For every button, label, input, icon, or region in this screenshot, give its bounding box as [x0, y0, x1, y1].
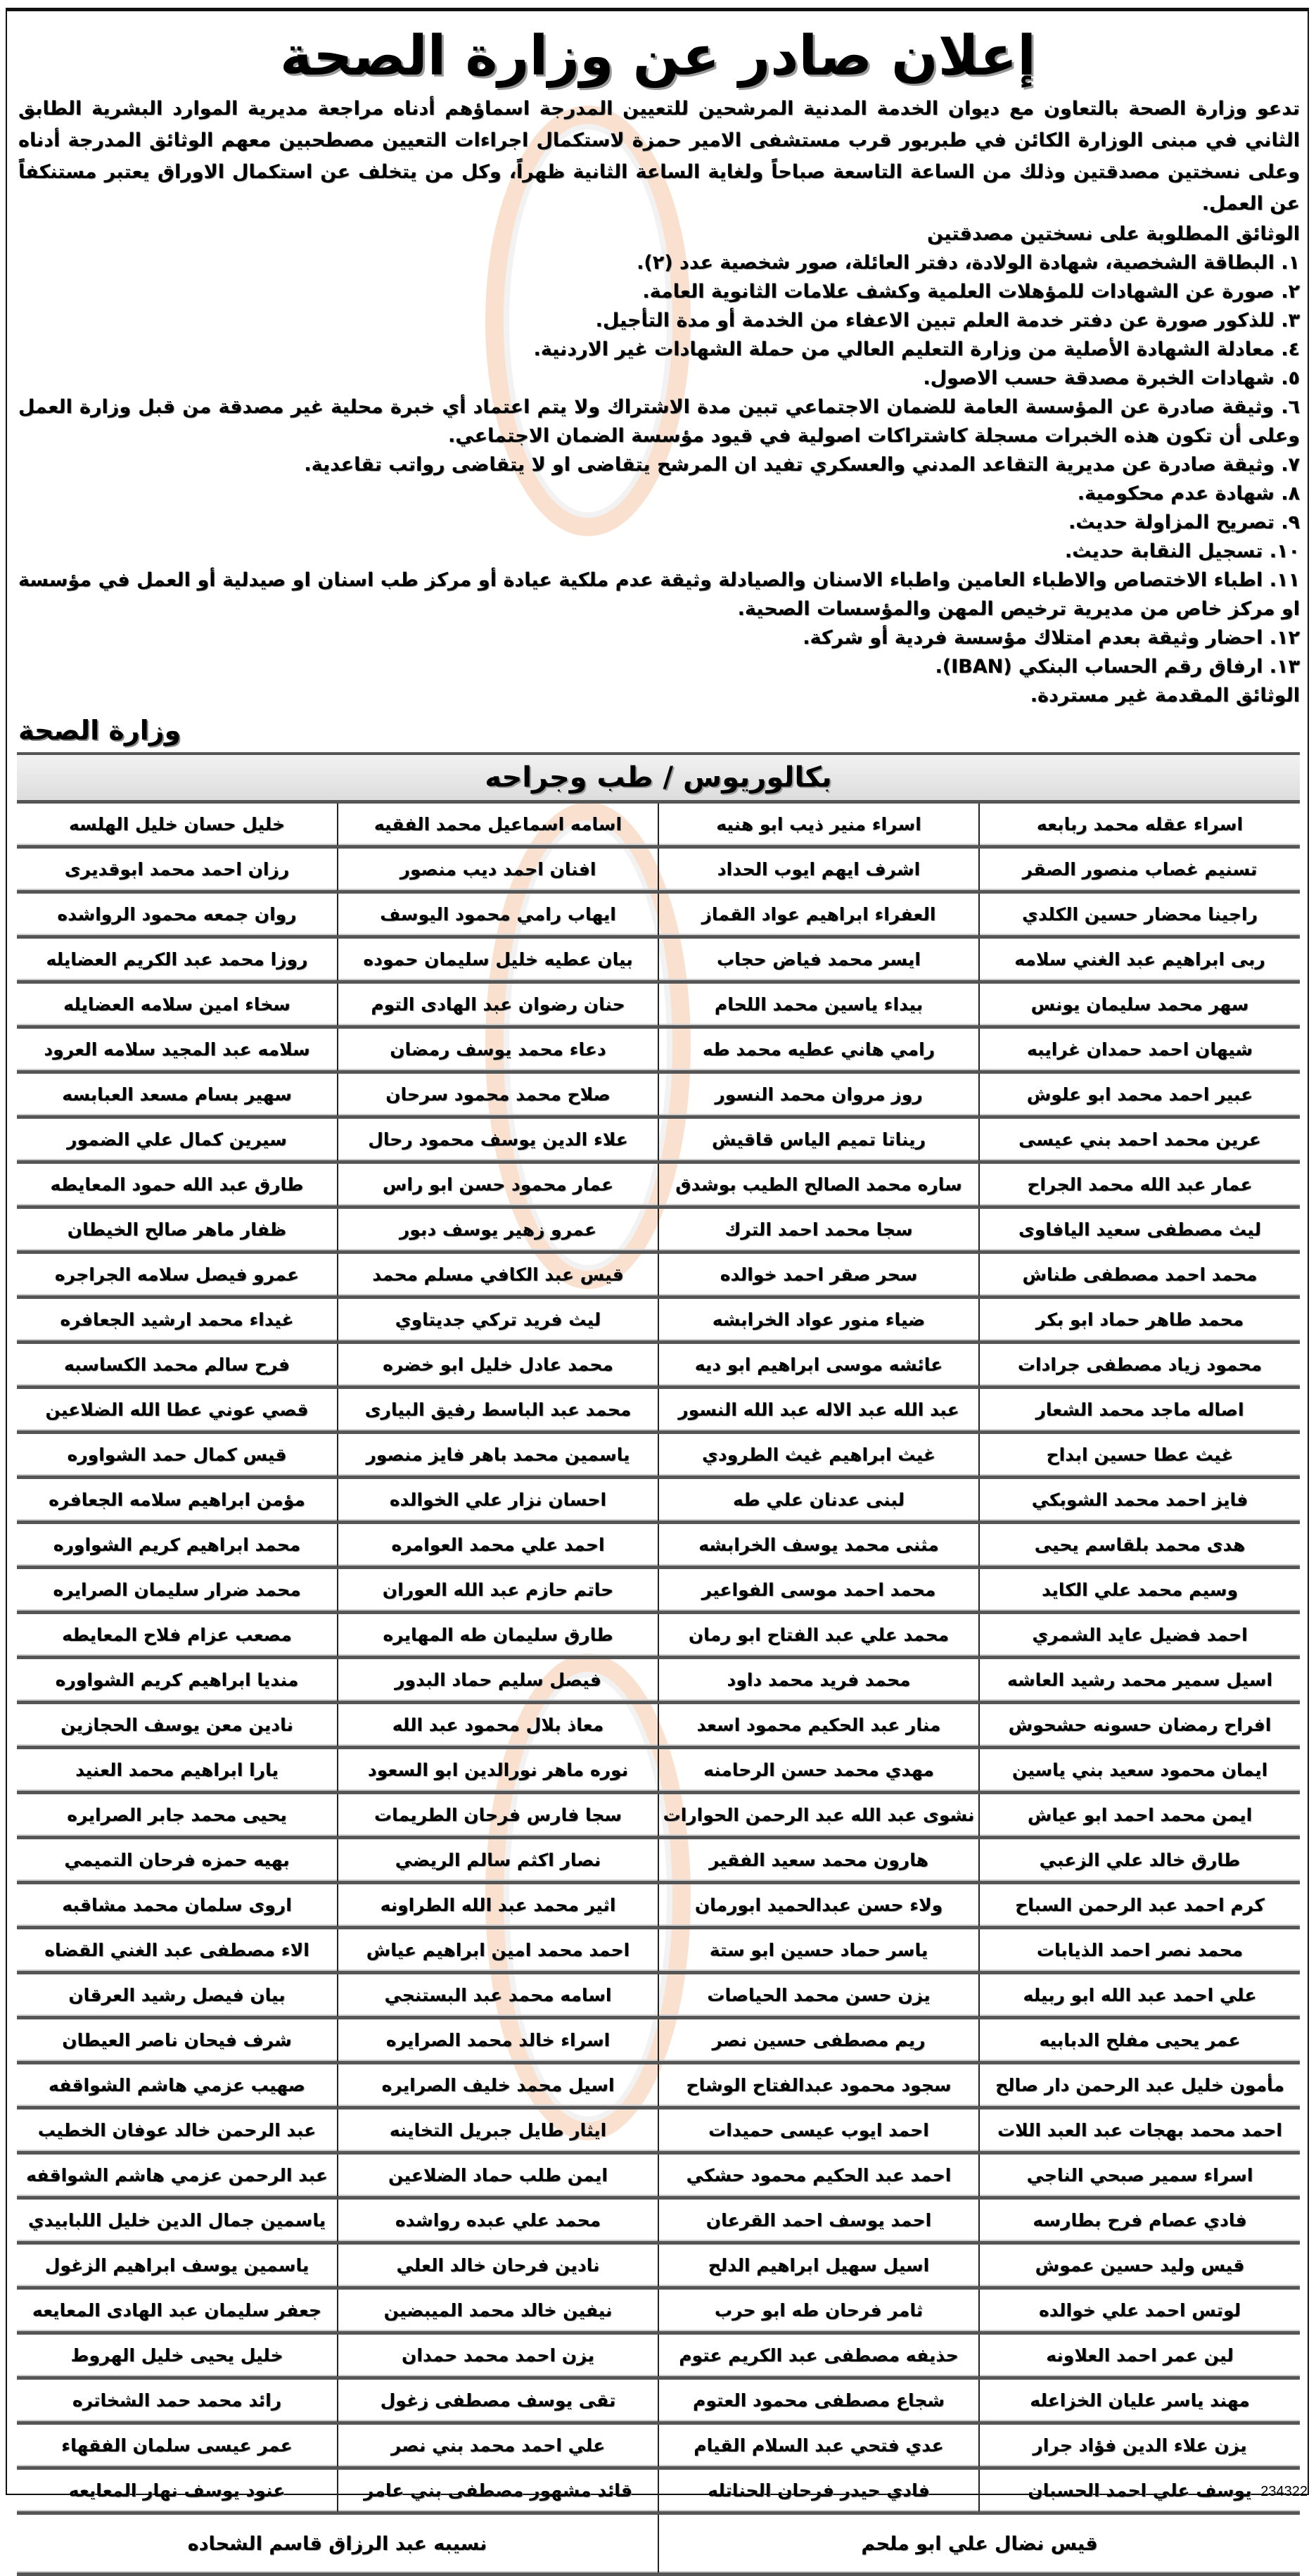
- candidate-name: سلامه عبد المجيد سلامه العرود: [17, 1027, 338, 1072]
- candidate-name: ايسر محمد فياض حجاب: [658, 937, 979, 982]
- candidate-name: منديا ابراهيم كريم الشواوره: [17, 1658, 338, 1703]
- candidate-name: اسيل محمد خليف الصرايره: [338, 2063, 658, 2108]
- candidate-name: علاء الدين يوسف محمود رحال: [338, 1117, 658, 1162]
- table-row: [17, 1343, 1300, 1388]
- table-row: [17, 2243, 1300, 2288]
- candidate-name: ايمن محمد احمد ابو عياش: [979, 1793, 1300, 1838]
- candidate-name: اسراء خالد محمد الصرايره: [338, 2018, 658, 2063]
- ad-code: 234322: [1260, 2484, 1308, 2499]
- candidate-name: غيداء محمد ارشيد الجعافره: [17, 1297, 338, 1343]
- candidate-name: قيس كمال حمد الشواوره: [17, 1433, 338, 1478]
- table-row: [17, 2108, 1300, 2153]
- candidate-name: بيداء ياسين محمد اللحام: [658, 982, 979, 1027]
- announcement-title: إعلان صادر عن وزارة الصحة: [280, 25, 1036, 88]
- candidate-name: ياسمين محمد باهر فايز منصور: [338, 1433, 658, 1478]
- document-item: ٧. وثيقة صادرة عن مديرية التقاعد المدني والعسكري تفيد ان المرشح يتقاضى او لا يتقاضى رواتب تقاعدية.: [304, 454, 1300, 476]
- candidate-name: رزان احمد محمد ابوقديرى: [17, 847, 338, 892]
- candidate-name: سجا محمد احمد الترك: [658, 1207, 979, 1252]
- candidate-name: قيس نضال علي ابو ملحم: [658, 2513, 1300, 2575]
- documents-list: [18, 220, 1300, 710]
- candidate-name: نوره ماهر نورالدين ابو السعود: [338, 1748, 658, 1793]
- document-item: ٣. للذكور صورة عن دفتر خدمة العلم تبين الاعفاء من الخدمة أو مدة التأجيل.: [595, 310, 1300, 331]
- document-item: ٢. صورة عن الشهادات للمؤهلات العلمية وكشف علامات الثانوية العامة.: [642, 281, 1300, 303]
- candidate-name: ياسر حماد حسين ابو ستة: [658, 1928, 979, 1973]
- candidate-name: بهيه حمزه فرحان التميمي: [17, 1838, 338, 1883]
- candidate-name: يزن حسن محمد الحياصات: [658, 1973, 979, 2018]
- table-row: [17, 2468, 1300, 2513]
- candidate-name: جعفر سليمان عبد الهادى المعايعه: [17, 2288, 338, 2333]
- candidate-name: ايمان محمود سعيد بني ياسين: [979, 1748, 1300, 1793]
- table-row: [17, 1568, 1300, 1613]
- candidate-name: اصاله ماجد محمد الشعار: [979, 1388, 1300, 1433]
- candidate-name: محمد احمد موسى الفواعير: [658, 1568, 979, 1613]
- candidates-table: [17, 752, 1300, 2576]
- candidate-name: ساره محمد الصالح الطيب بوشدق: [658, 1162, 979, 1207]
- candidate-name: عبد الله عبد الاله عبد الله النسور: [658, 1388, 979, 1433]
- candidate-name: ثامر فرحان طه ابو حرب: [658, 2288, 979, 2333]
- candidate-name: محمود زياد مصطفى جرادات: [979, 1343, 1300, 1388]
- candidate-name: روان جمعه محمود الرواشده: [17, 892, 338, 937]
- candidate-name: افراح رمضان حسونه حشحوش: [979, 1703, 1300, 1748]
- candidate-name: سجا فارس فرحان الطريمات: [338, 1793, 658, 1838]
- candidate-name: عمرو فيصل سلامه الجراجره: [17, 1252, 338, 1297]
- candidate-name: عمار محمود حسن ابو راس: [338, 1162, 658, 1207]
- candidate-name: نصار اكثم سالم الريضي: [338, 1838, 658, 1883]
- candidate-name: ياسمين يوسف ابراهيم الزغول: [17, 2243, 338, 2288]
- candidate-name: حنان رضوان عبد الهادى التوم: [338, 982, 658, 1027]
- candidate-name: عائشه موسى ابراهيم ابو ديه: [658, 1343, 979, 1388]
- table-row: [17, 1072, 1300, 1117]
- candidate-name: لبنى عدنان علي طه: [658, 1478, 979, 1523]
- document-item: ٦. وثيقة صادرة عن المؤسسة العامة للضمان الاجتماعي تبين مدة الاشتراك ولا يتم اعتماد أي خبرة محلية غير مصدقة من قبل وزارة العمل وعلى أن تكون هذه الخبرات مسجلة كاشتراكات اصولية في قيود مؤسسة الضمان الاجتماعي.: [18, 396, 1300, 447]
- candidate-name: مهدي محمد حسن الرحامنه: [658, 1748, 979, 1793]
- table-row: [17, 1433, 1300, 1478]
- candidate-name: نشوى عبد الله عبد الرحمن الحوارات: [658, 1793, 979, 1838]
- table-row: [17, 1027, 1300, 1072]
- candidate-name: اسيل سهيل ابراهيم الدلح: [658, 2243, 979, 2288]
- table-row: [17, 982, 1300, 1027]
- candidate-name: عبد الرحمن عزمي هاشم الشواقفه: [17, 2153, 338, 2198]
- candidate-name: مصعب عزام فلاح المعايطه: [17, 1613, 338, 1658]
- document-item: ١٢. احضار وثيقة بعدم امتلاك مؤسسة فردية أو شركة.: [803, 627, 1300, 649]
- table-header: بكالوريوس / طب وجراحه: [17, 754, 1300, 802]
- candidate-name: ياسمين جمال الدين خليل اللبابيدي: [17, 2198, 338, 2243]
- candidate-name: راجينا محضار حسين الكلدي: [979, 892, 1300, 937]
- table-row: [17, 2018, 1300, 2063]
- candidate-name: مأمون خليل عبد الرحمن دار صالح: [979, 2063, 1300, 2108]
- document-item: ٨. شهادة عدم محكومية.: [1077, 483, 1300, 505]
- table-row: [17, 1748, 1300, 1793]
- table-row: [17, 1297, 1300, 1343]
- table-row: [17, 1207, 1300, 1252]
- candidate-name: سهر محمد سليمان يونس: [979, 982, 1300, 1027]
- candidate-name: شجاع مصطفى محمود العتوم: [658, 2378, 979, 2423]
- candidate-name: ايمن طلب حماد الضلاعين: [338, 2153, 658, 2198]
- candidate-name: مثنى محمد يوسف الخرابشه: [658, 1523, 979, 1568]
- table-row: [17, 2063, 1300, 2108]
- candidate-name: بيان فيصل رشيد العرقان: [17, 1973, 338, 2018]
- candidate-name: صهيب عزمي هاشم الشواقفه: [17, 2063, 338, 2108]
- candidate-name: لين عمر احمد العلاونه: [979, 2333, 1300, 2378]
- document-item: ١٣. ارفاق رقم الحساب البنكي (IBAN).: [935, 656, 1300, 678]
- table-row: [17, 892, 1300, 937]
- candidate-name: احمد محمد امين ابراهيم عياش: [338, 1928, 658, 1973]
- candidate-name: احمد عبد الحكيم محمود حشكي: [658, 2153, 979, 2198]
- candidate-name: تقى يوسف مصطفى زغول: [338, 2378, 658, 2423]
- candidate-name: قصي عوني عطا الله الضلاعين: [17, 1388, 338, 1433]
- table-row: [17, 1478, 1300, 1523]
- table-row: [17, 2378, 1300, 2423]
- candidate-name: افنان احمد ديب منصور: [338, 847, 658, 892]
- documents-heading: الوثائق المطلوبة على نسختين مصدقتين: [926, 223, 1300, 245]
- candidate-name: سيرين كمال علي الضمور: [17, 1117, 338, 1162]
- candidate-name: خليل يحيى خليل الهروط: [17, 2333, 338, 2378]
- candidate-name: غيث عطا حسين ابداح: [979, 1433, 1300, 1478]
- table-row: [17, 1838, 1300, 1883]
- candidate-name: وسيم محمد علي الكايد: [979, 1568, 1300, 1613]
- candidate-name: عدي فتحي عبد السلام القيام: [658, 2423, 979, 2468]
- candidate-name: اروى سلمان محمد مشاقبه: [17, 1883, 338, 1928]
- table-row: [17, 1793, 1300, 1838]
- candidate-name: مهند ياسر عليان الخزاعله: [979, 2378, 1300, 2423]
- candidate-name: احمد يوسف احمد القرعان: [658, 2198, 979, 2243]
- document-item: ١٠. تسجيل النقابة حديث.: [1064, 540, 1300, 562]
- table-row: [17, 1117, 1300, 1162]
- table-row: [17, 1252, 1300, 1297]
- table-row: [17, 1973, 1300, 2018]
- candidate-name: خليل حسان خليل الهلسه: [17, 802, 338, 847]
- document-item: ٩. تصريح المزاولة حديث.: [1068, 512, 1300, 533]
- candidate-name: شيهان احمد حمدان غرايبه: [979, 1027, 1300, 1072]
- candidate-name: رائد محمد حمد الشخاتره: [17, 2378, 338, 2423]
- document-item: ١. البطاقة الشخصية، شهادة الولادة، دفتر العائلة، صور شخصية عدد (٢).: [637, 252, 1300, 274]
- candidate-name: ريم مصطفى حسين نصر: [658, 2018, 979, 2063]
- candidate-name: محمد ابراهيم كريم الشواوره: [17, 1523, 338, 1568]
- candidate-name: سهير بسام مسعد العبابسه: [17, 1072, 338, 1117]
- candidate-name: اسراء سمير صبحي الناجي: [979, 2153, 1300, 2198]
- document-item: ٤. معادلة الشهادة الأصلية من وزارة التعليم العالي من حملة الشهادات غير الاردنية.: [533, 338, 1300, 360]
- candidate-name: حاتم حازم عبد الله العوران: [338, 1568, 658, 1613]
- candidate-name: رامي هاني عطيه محمد طه: [658, 1027, 979, 1072]
- candidate-name: فادي عصام فرح بطارسه: [979, 2198, 1300, 2243]
- candidate-name: يوسف علي احمد الحسبان: [979, 2468, 1300, 2513]
- table-row: [17, 1703, 1300, 1748]
- candidate-name: عنود يوسف نهار المعايعه: [17, 2468, 338, 2513]
- table-row: [17, 1658, 1300, 1703]
- intro-text: تدعو وزارة الصحة بالتعاون مع ديوان الخدمة المدنية المرشحين للتعيين المدرجة اسماؤهم أدناه مراجعة مديرية الموارد البشرية الطابق الثاني في مبنى الوزارة الكائن في طبربور قرب مستشفى الامير حمزة لاستكمال اجراءات التعيين مصطحبين معهم الوثائق المدرجة أدناه وعلى نسختين مصدقتين وذلك من الساعة التاسعة صباحاً ولغاية الساعة الثانية ظهراً، وكل من يتخلف عن استكمال الاوراق يعتبر مستنكفاً عن العمل.: [18, 98, 1300, 215]
- table-row: [17, 1162, 1300, 1207]
- candidate-name: احسان نزار علي الخوالده: [338, 1478, 658, 1523]
- table-row: [17, 2288, 1300, 2333]
- candidate-name: روزا محمد عبد الكريم العضايله: [17, 937, 338, 982]
- candidate-name: الاء مصطفى عبد الغني القضاه: [17, 1928, 338, 1973]
- ministry-signature: وزارة الصحة: [18, 715, 181, 746]
- candidate-name: ريناتا تميم الياس قاقيش: [658, 1117, 979, 1162]
- table-row: [17, 802, 1300, 847]
- candidate-name: محمد نصر احمد الذيابات: [979, 1928, 1300, 1973]
- candidate-name: ايثار طايل جبريل التخاينه: [338, 2108, 658, 2153]
- candidate-name: محمد فريد محمد داود: [658, 1658, 979, 1703]
- candidate-name: اشرف ايهم ايوب الحداد: [658, 847, 979, 892]
- candidate-name: يزن احمد محمد حمدان: [338, 2333, 658, 2378]
- candidate-name: اسامه اسماعيل محمد الفقيه: [338, 802, 658, 847]
- candidate-name: نادين معن يوسف الحجازين: [17, 1703, 338, 1748]
- candidate-name: طارق سليمان طه المهايره: [338, 1613, 658, 1658]
- candidate-name: فادي حيدر فرحان الحناتله: [658, 2468, 979, 2513]
- candidate-name: بيان عطيه خليل سليمان حموده: [338, 937, 658, 982]
- candidate-name: اثير محمد عبد الله الطراونه: [338, 1883, 658, 1928]
- candidate-name: غيث ابراهيم غيث الطرودي: [658, 1433, 979, 1478]
- candidate-name: عمر عيسى سلمان الفقهاء: [17, 2423, 338, 2468]
- candidate-name: محمد علي عبده رواشده: [338, 2198, 658, 2243]
- candidate-name: عبد الرحمن خالد عوفان الخطيب: [17, 2108, 338, 2153]
- candidate-name: نسيبه عبد الرزاق قاسم الشحاده: [17, 2513, 658, 2575]
- ministry-signature-row: [18, 713, 1316, 748]
- candidate-name: فرح سالم محمد الكساسبه: [17, 1343, 338, 1388]
- candidate-name: علي احمد عبد الله ابو ربيله: [979, 1973, 1300, 2018]
- candidate-name: سخاء امين سلامه العضايله: [17, 982, 338, 1027]
- candidate-name: العفراء ابراهيم عواد القماز: [658, 892, 979, 937]
- table-row: [17, 2333, 1300, 2378]
- candidate-name: هدى محمد بلقاسم يحيى: [979, 1523, 1300, 1568]
- candidate-name: يزن علاء الدين فؤاد جرار: [979, 2423, 1300, 2468]
- candidate-name: طارق خالد علي الزعبي: [979, 1838, 1300, 1883]
- candidate-name: سجود محمود عبدالفتاح الوشاح: [658, 2063, 979, 2108]
- table-row: [17, 1928, 1300, 1973]
- candidate-name: ليث مصطفى سعيد اليافاوى: [979, 1207, 1300, 1252]
- candidate-name: حذيفه مصطفى عبد الكريم عتوم: [658, 2333, 979, 2378]
- candidate-name: كرم احمد عبد الرحمن السباح: [979, 1883, 1300, 1928]
- table-row: [17, 1883, 1300, 1928]
- candidate-name: احمد فضيل عايد الشمري: [979, 1613, 1300, 1658]
- candidate-name: محمد طاهر حماد ابو بكر: [979, 1297, 1300, 1343]
- candidate-name: احمد محمد بهجات عبد العبد اللات: [979, 2108, 1300, 2153]
- candidate-name: محمد عبد الباسط رفيق البيارى: [338, 1388, 658, 1433]
- table-row: [17, 2153, 1300, 2198]
- candidate-name: دعاء محمد يوسف رمضان: [338, 1027, 658, 1072]
- candidate-name: قيس وليد حسين عموش: [979, 2243, 1300, 2288]
- candidate-name: ربى ابراهيم عبد الغني سلامه: [979, 937, 1300, 982]
- table-row: [17, 847, 1300, 892]
- candidate-name: يارا ابراهيم محمد العنيد: [17, 1748, 338, 1793]
- table-row: [17, 937, 1300, 982]
- table-row: [17, 1523, 1300, 1568]
- candidate-name: اسيل سمير محمد رشيد العاشه: [979, 1658, 1300, 1703]
- document-item: الوثائق المقدمة غير مستردة.: [1030, 685, 1300, 706]
- table-row: [17, 2513, 1300, 2575]
- candidate-name: نيفين خالد محمد الميبضين: [338, 2288, 658, 2333]
- candidate-name: لوتس احمد علي خوالده: [979, 2288, 1300, 2333]
- candidate-name: فيصل سليم حماد البدور: [338, 1658, 658, 1703]
- table-row: [17, 2423, 1300, 2468]
- candidate-name: عمار عبد الله محمد الجراح: [979, 1162, 1300, 1207]
- table-row: [17, 2198, 1300, 2243]
- candidate-name: منار عبد الحكيم محمود اسعد: [658, 1703, 979, 1748]
- candidate-name: قائد مشهور مصطفى بني عامر: [338, 2468, 658, 2513]
- candidate-name: محمد علي عبد الفتاح ابو رمان: [658, 1613, 979, 1658]
- candidate-name: شرف فيحان ناصر العيطان: [17, 2018, 338, 2063]
- candidate-name: نادين فرحان خالد العلي: [338, 2243, 658, 2288]
- intro-paragraph: [18, 93, 1300, 220]
- candidate-name: ضياء منور عواد الخرابشه: [658, 1297, 979, 1343]
- candidate-name: اسراء منير ذيب ابو هنيه: [658, 802, 979, 847]
- candidate-name: ظفار ماهر صالح الخيطان: [17, 1207, 338, 1252]
- candidate-name: اسامه محمد عبد البستنجي: [338, 1973, 658, 2018]
- candidate-name: فايز احمد محمد الشوبكي: [979, 1478, 1300, 1523]
- candidate-name: تسنيم غصاب منصور الصقر: [979, 847, 1300, 892]
- table-row: [17, 1613, 1300, 1658]
- candidate-name: اسراء عقله محمد ربابعه: [979, 802, 1300, 847]
- candidate-name: قيس عبد الكافي مسلم محمد: [338, 1252, 658, 1297]
- candidate-name: طارق عبد الله حمود المعايطه: [17, 1162, 338, 1207]
- candidate-name: ليث فريد تركي جديتاوي: [338, 1297, 658, 1343]
- candidate-name: علي احمد محمد بني نصر: [338, 2423, 658, 2468]
- candidate-name: محمد ضرار سليمان الصرايره: [17, 1568, 338, 1613]
- document-item: ١١. اطباء الاختصاص والاطباء العامين واطباء الاسنان والصيادلة وثيقة عدم ملكية عيادة أو مركز طب اسنان او صيدلية أو العمل في مؤسسة او مركز خاص من مديرية ترخيص المهن والمؤسسات الصحية.: [18, 569, 1300, 620]
- table-row: [17, 1388, 1300, 1433]
- candidate-name: روز مروان محمد النسور: [658, 1072, 979, 1117]
- candidate-name: ولاء حسن عبدالحميد ابورمان: [658, 1883, 979, 1928]
- candidate-name: سحر صقر احمد خوالده: [658, 1252, 979, 1297]
- candidate-name: عبير احمد محمد ابو علوش: [979, 1072, 1300, 1117]
- candidate-name: هارون محمد سعيد الفقير: [658, 1838, 979, 1883]
- candidate-name: ايهاب رامي محمود اليوسف: [338, 892, 658, 937]
- candidate-name: محمد احمد مصطفى طناش: [979, 1252, 1300, 1297]
- candidate-name: عمر يحيى مفلح الدبابيه: [979, 2018, 1300, 2063]
- candidate-name: صلاح محمد محمود سرحان: [338, 1072, 658, 1117]
- document-item: ٥. شهادات الخبرة مصدقة حسب الاصول.: [923, 367, 1300, 389]
- candidate-name: يحيى محمد جابر الصرايره: [17, 1793, 338, 1838]
- candidate-name: معاذ بلال محمود عبد الله: [338, 1703, 658, 1748]
- candidate-name: عمرو زهير يوسف دبور: [338, 1207, 658, 1252]
- candidate-name: محمد عادل خليل ابو خضره: [338, 1343, 658, 1388]
- candidate-name: احمد علي محمد العوامره: [338, 1523, 658, 1568]
- candidate-name: مؤمن ابراهيم سلامه الجعافره: [17, 1478, 338, 1523]
- candidate-name: احمد ايوب عيسى حميدات: [658, 2108, 979, 2153]
- candidate-name: عرين محمد احمد بني عيسى: [979, 1117, 1300, 1162]
